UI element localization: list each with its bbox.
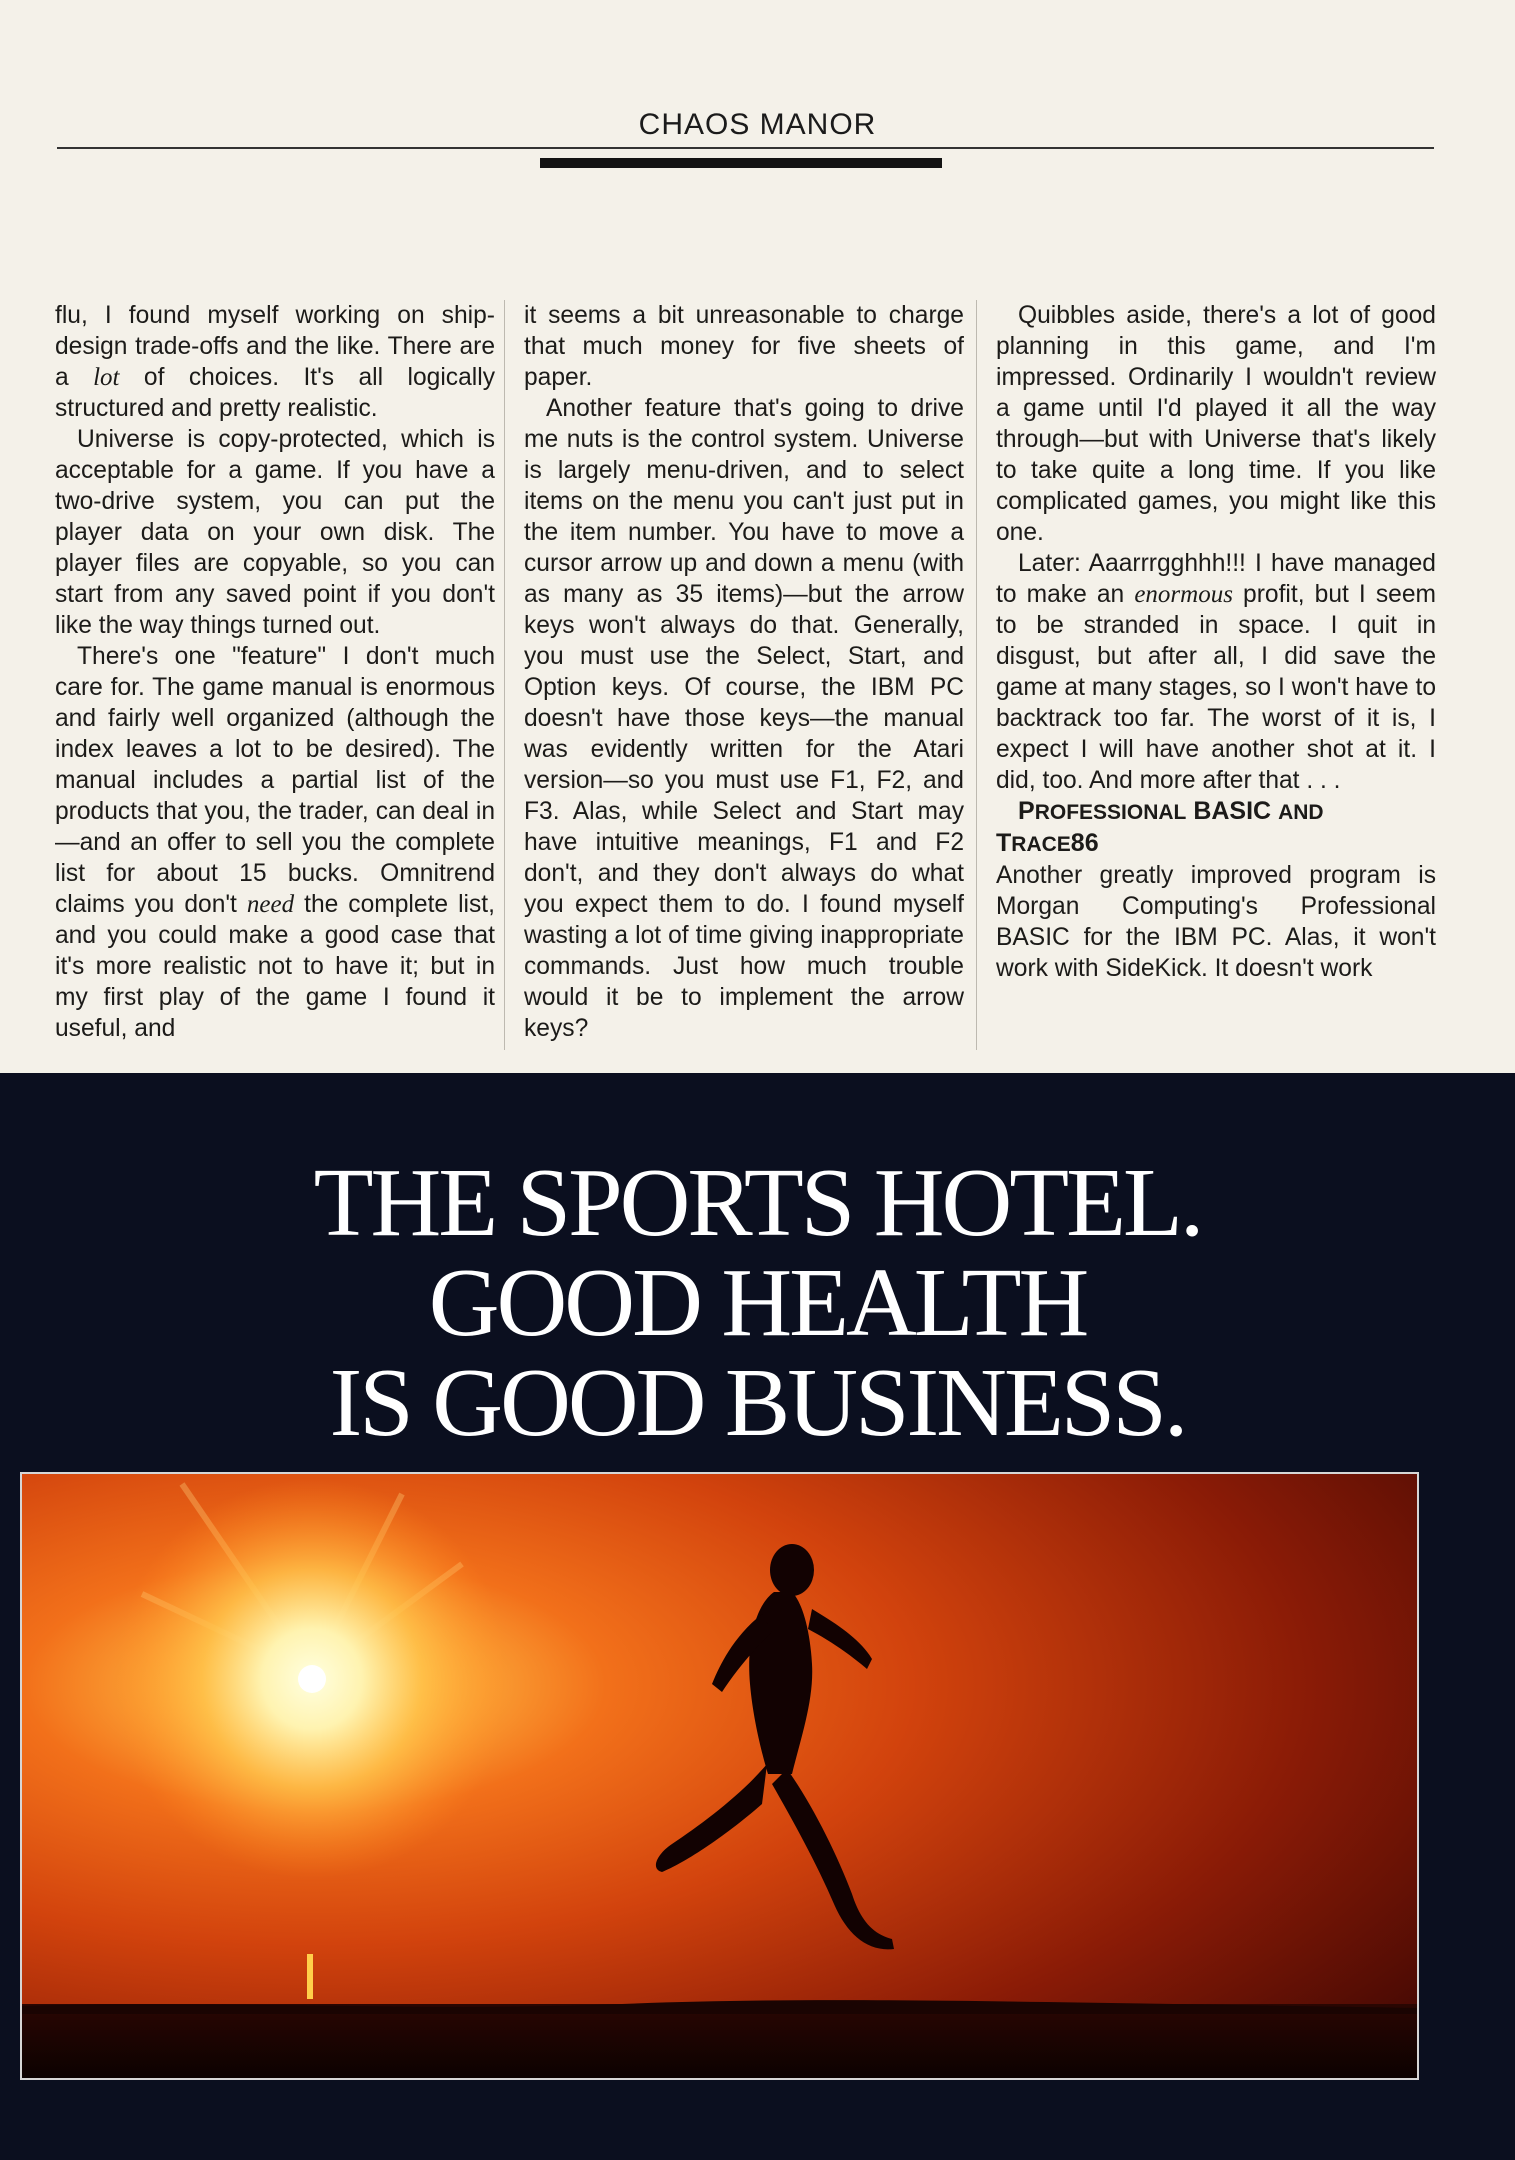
sun-core (298, 1665, 326, 1693)
paragraph: Universe is copy-protected, which is acceptable for a game. If you have a two-drive system, you can put the player data on your own disk. The player files are copyable, so you can start from any saved point if you don't like the way things turned out. (55, 426, 495, 639)
article-column-3 (996, 300, 1436, 984)
subhead-smallcaps: RACE (1011, 833, 1071, 856)
text-run: There's one "feature" I don't much care for. The game manual is enormous and fairly well organized (although the index leaves a lot to be desired). The manual includes a partial list of the products that you, the trader, can deal in—and an offer to sell you the complete list for about 15 bucks. Omnitrend claims you don't (55, 643, 495, 918)
subhead-word: BASIC (1193, 797, 1272, 825)
ad-headline-line: GOOD HEALTH (428, 1249, 1087, 1357)
header-rule-thin (57, 147, 1434, 149)
emphasis: lot (93, 364, 120, 391)
ad-headline-line: IS GOOD BUSINESS. (329, 1349, 1186, 1457)
text-run: the complete list, and you could make a good case that it's more realistic not to have it; but in my first play of the game I found it useful, and (55, 891, 495, 1042)
page-header (0, 0, 1515, 170)
advertisement (0, 1073, 1515, 2160)
text-run: Later: Aaarrrgghhh!!! I have managed to make an (996, 550, 1436, 608)
header-rule-thick (540, 158, 942, 168)
ad-photo-sunset-runner (22, 1474, 1417, 2078)
column-divider-1 (504, 300, 505, 1050)
paragraph: Another feature that's going to drive me nuts is the control system. Universe is largely menu-driven, and to select items on the menu you can't just put in the item number. You have to move a cursor arrow up and down a menu (with as many as 35 items)—but the arrow keys won't always do that. Generally, you must use the Select, Start, and Option keys. Of course, the IBM PC doesn't have those keys—the manual was evidently written for the Atari version—so you must use F1, F2, and F3. Alas, while Select and Start may have intuitive meanings, F1 and F2 don't, and they don't always do what you expect them to do. I found myself wasting a lot of time giving inappropriate commands. Just how much trouble would it be to implement the arrow keys? (524, 395, 964, 1042)
subhead-initial: T (996, 829, 1012, 857)
article-column-2 (524, 300, 964, 1044)
paragraph (55, 300, 495, 424)
emphasis: need (246, 891, 295, 918)
text-run: profit, but I seem to be stranded in space. I quit in disgust, but after all, I did save the game at many stages, so I won't have to backtrack too far. The worst of it is, I expect I will have another shot at it. I did, too. And more after that . . . (996, 581, 1436, 794)
column-divider-2 (976, 300, 977, 1050)
paragraph: Quibbles aside, there's a lot of good planning in this game, and I'm impressed. Ordinarily I wouldn't review a game until I'd played it all the way through—but with Universe that's likely to take quite a long time. If you like complicated games, you might like this one. (996, 302, 1436, 546)
paragraph: it seems a bit unreasonable to charge that much money for five sheets of paper. (524, 302, 964, 391)
paragraph (996, 548, 1436, 796)
running-head: CHAOS MANOR (638, 108, 877, 141)
subhead-smallcaps: ROFESSIONAL (1034, 801, 1187, 824)
light-streak (307, 1954, 313, 1999)
ad-headline-line: THE SPORTS HOTEL. (313, 1149, 1202, 1257)
subhead-initial: P (1018, 797, 1035, 825)
paragraph (55, 641, 495, 1044)
text-run: flu, I found myself working on ship-design trade-offs and the like. There are a (55, 302, 495, 391)
ad-photo-frame (20, 1472, 1419, 2080)
subhead-number: 86 (1070, 829, 1099, 857)
article-column-1 (55, 300, 495, 1044)
emphasis: enormous (1134, 581, 1233, 608)
text-run: of choices. It's all logically structured and pretty realistic. (55, 364, 495, 422)
ad-headline (0, 1149, 1515, 1457)
subhead-smallcaps: AND (1278, 801, 1324, 824)
paragraph: Another greatly improved program is Morgan Computing's Professional BASIC for the IBM PC. Alas, it won't work with SideKick. It doesn't work (996, 862, 1436, 982)
section-subhead (996, 796, 1436, 860)
